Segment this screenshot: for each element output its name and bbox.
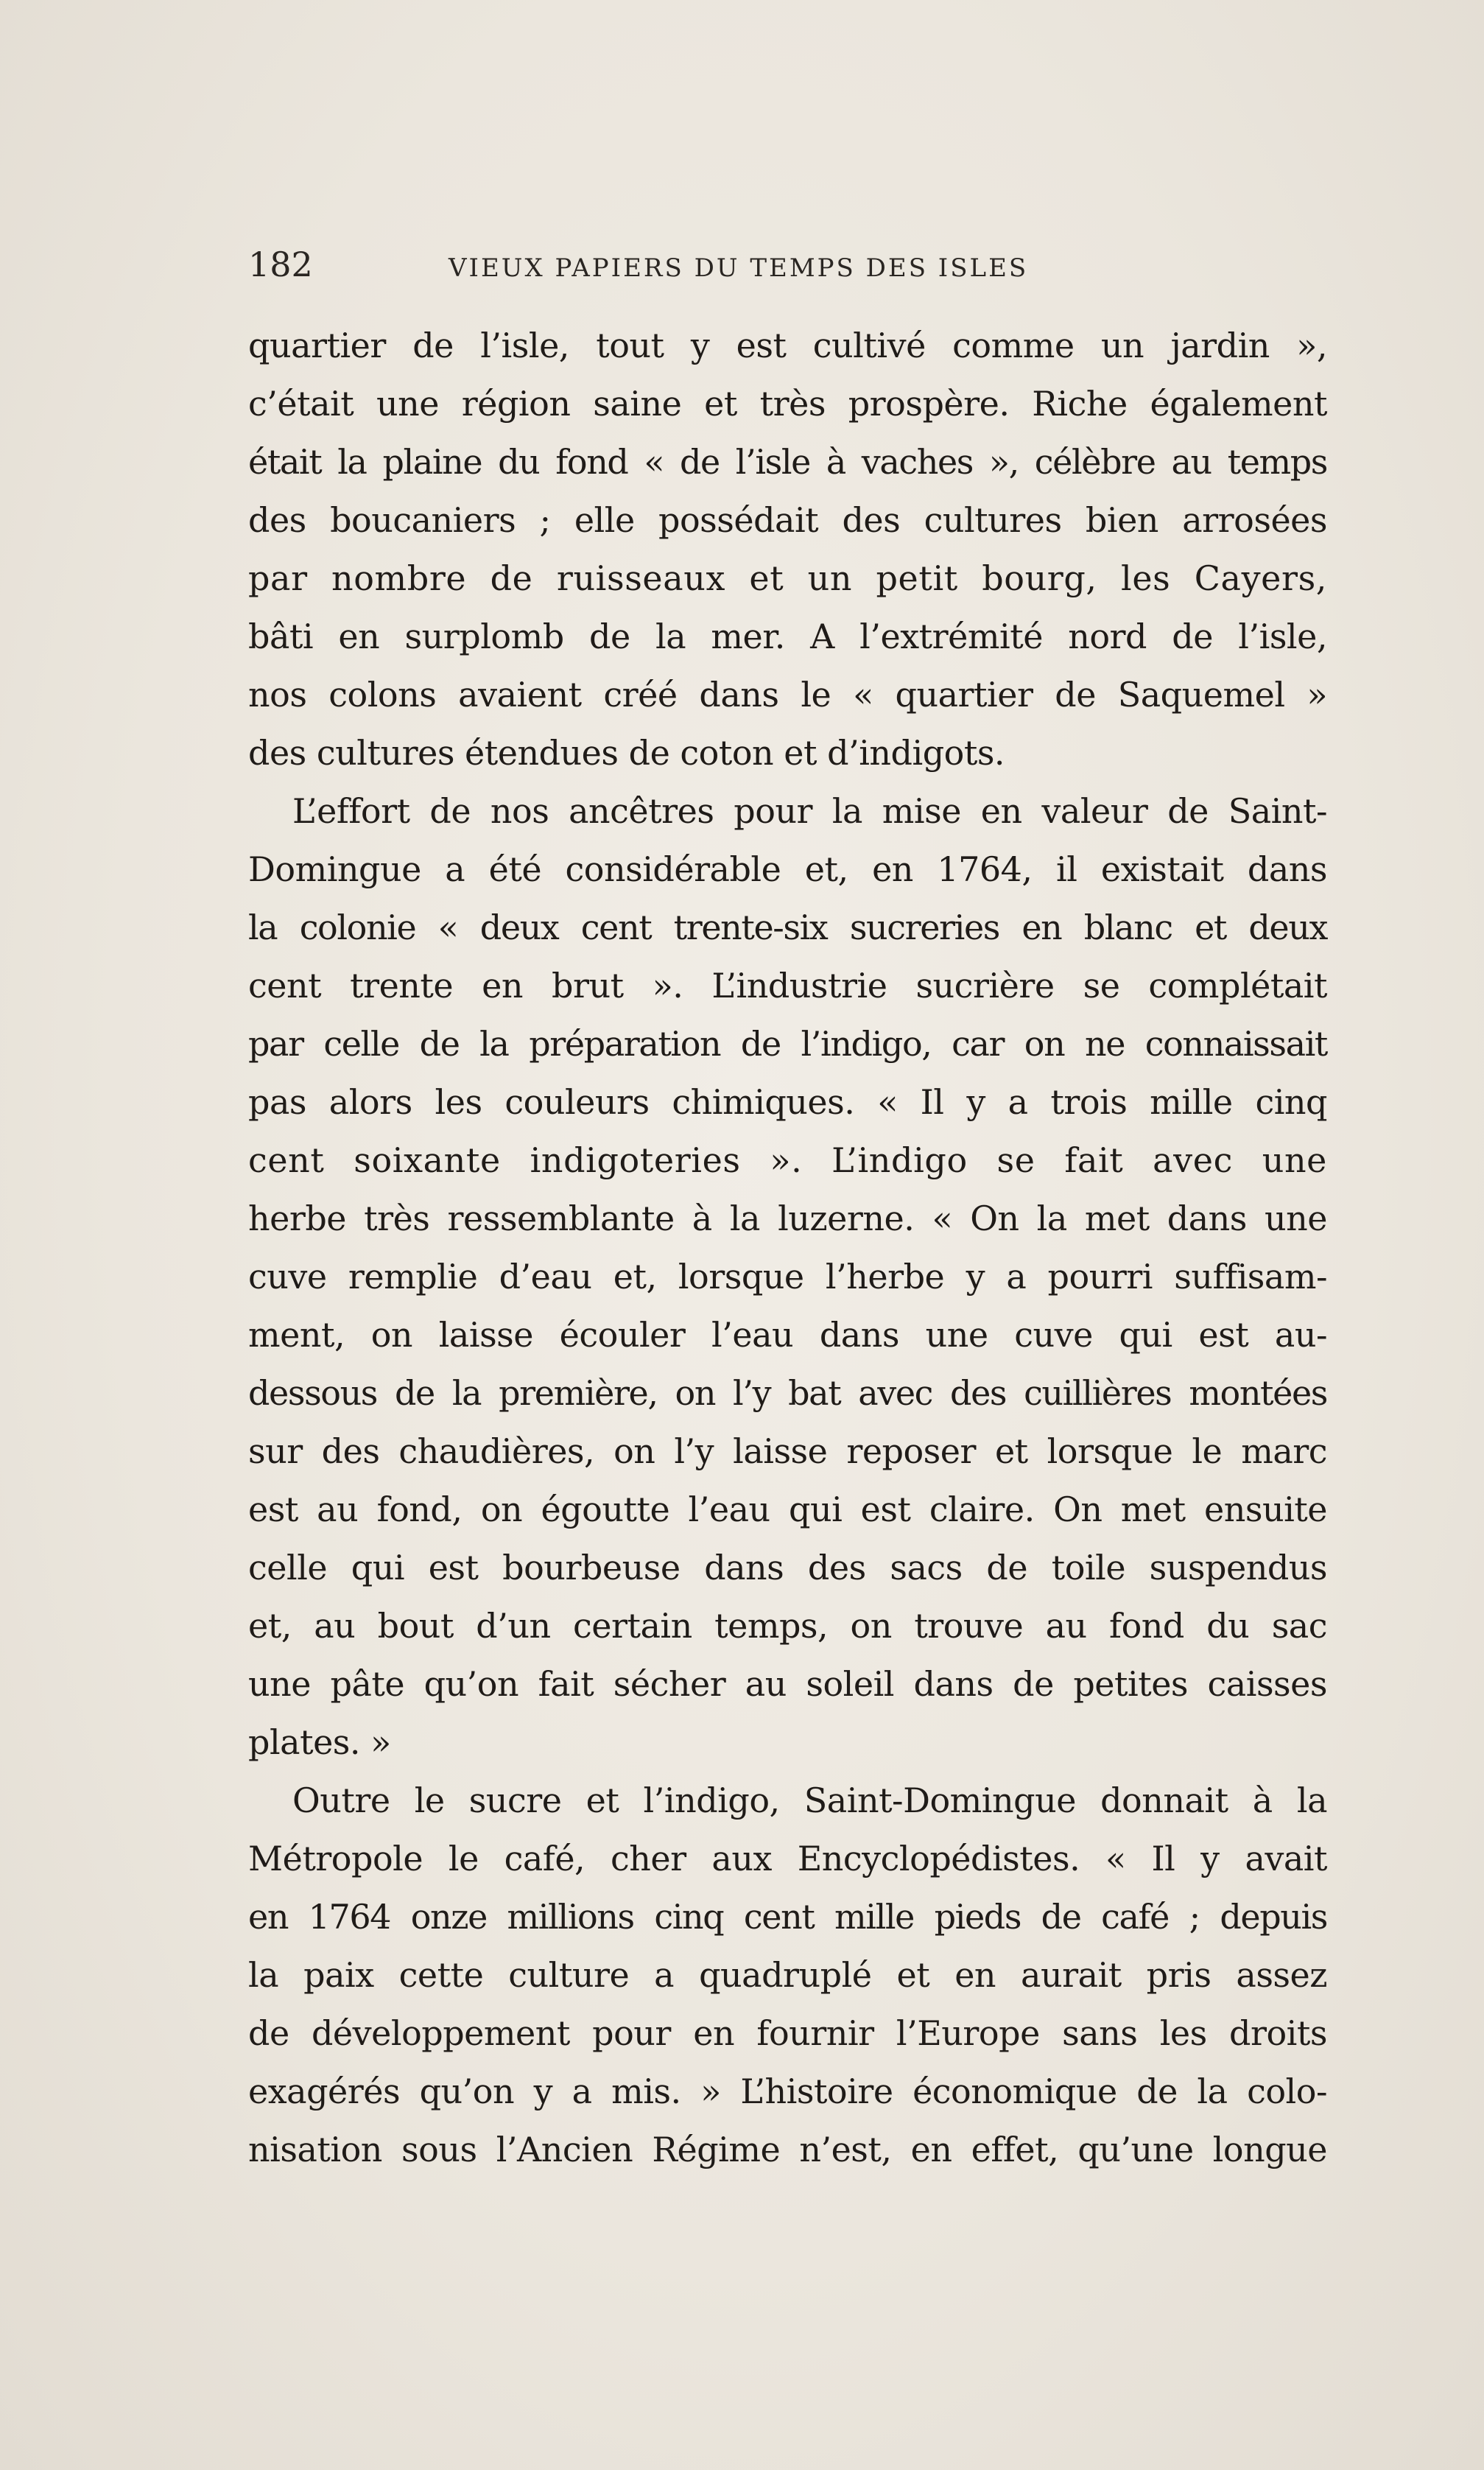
text-line: cuve remplie d’eau et, lorsque l’herbe y a pourri suffisam-	[248, 1257, 1327, 1297]
text-line: Domingue a été considérable et, en 1764, il existait dans	[248, 849, 1327, 889]
text-line: exagérés qu’on y a mis. » L’histoire économique de la colo-	[248, 2071, 1327, 2111]
text-line: des boucaniers ; elle possédait des cultures bien arrosées	[248, 500, 1327, 540]
text-line: la colonie « deux cent trente-six sucreries en blanc et deux	[248, 908, 1327, 947]
text-line: par celle de la préparation de l’indigo, car on ne connaissait	[248, 1024, 1327, 1064]
text-line: est au fond, on égoutte l’eau qui est claire. On met ensuite	[248, 1490, 1327, 1529]
text-line: en 1764 onze millions cinq cent mille pieds de café ; depuis	[248, 1897, 1327, 1937]
text-line: était la plaine du fond « de l’isle à vaches », célèbre au temps	[248, 442, 1327, 482]
text-line: cent trente en brut ». L’industrie sucrière se complétait	[248, 966, 1327, 1006]
text-line: par nombre de ruisseaux et un petit bourg, les Cayers,	[248, 558, 1327, 598]
text-line: pas alors les couleurs chimiques. « Il y a trois mille cinq	[248, 1082, 1327, 1122]
text-line: herbe très ressemblante à la luzerne. « On la met dans une	[248, 1199, 1327, 1238]
text-line: quartier de l’isle, tout y est cultivé comme un jardin »,	[248, 326, 1327, 365]
text-line: de développement pour en fournir l’Europe sans les droits	[248, 2013, 1327, 2053]
text-line: Métropole le café, cher aux Encyclopédistes. « Il y avait	[248, 1839, 1327, 1878]
text-line: plates. »	[248, 1722, 391, 1762]
page-number: 182	[248, 245, 313, 284]
text-line: cent soixante indigoteries ». L’indigo se fait avec une	[248, 1140, 1327, 1180]
running-title: VIEUX PAPIERS DU TEMPS DES ISLES	[449, 253, 1029, 283]
body-text	[248, 317, 1327, 2179]
text-line: des cultures étendues de coton et d’indigots.	[248, 733, 1005, 773]
text-line: sur des chaudières, on l’y laisse reposer et lorsque le marc	[248, 1431, 1327, 1471]
text-line: une pâte qu’on fait sécher au soleil dans de petites caisses	[248, 1664, 1327, 1704]
text-line: Outre le sucre et l’indigo, Saint-Domingue donnait à la	[292, 1780, 1327, 1820]
text-line: L’effort de nos ancêtres pour la mise en valeur de Saint-	[292, 791, 1327, 831]
text-line: dessous de la première, on l’y bat avec des cuillières montées	[248, 1373, 1327, 1413]
text-line: ment, on laisse écouler l’eau dans une cuve qui est au-	[248, 1315, 1327, 1355]
text-line: celle qui est bourbeuse dans des sacs de toile suspendus	[248, 1548, 1327, 1587]
page-header	[248, 245, 1337, 289]
text-line: c’était une région saine et très prospère. Riche également	[248, 384, 1327, 424]
text-line: bâti en surplomb de la mer. A l’extrémité nord de l’isle,	[248, 617, 1327, 656]
text-line: la paix cette culture a quadruplé et en aurait pris assez	[248, 1955, 1327, 1995]
text-line: nisation sous l’Ancien Régime n’est, en effet, qu’une longue	[248, 2130, 1327, 2169]
text-line: et, au bout d’un certain temps, on trouve au fond du sac	[248, 1606, 1327, 1646]
text-line: nos colons avaient créé dans le « quartier de Saquemel »	[248, 675, 1327, 715]
